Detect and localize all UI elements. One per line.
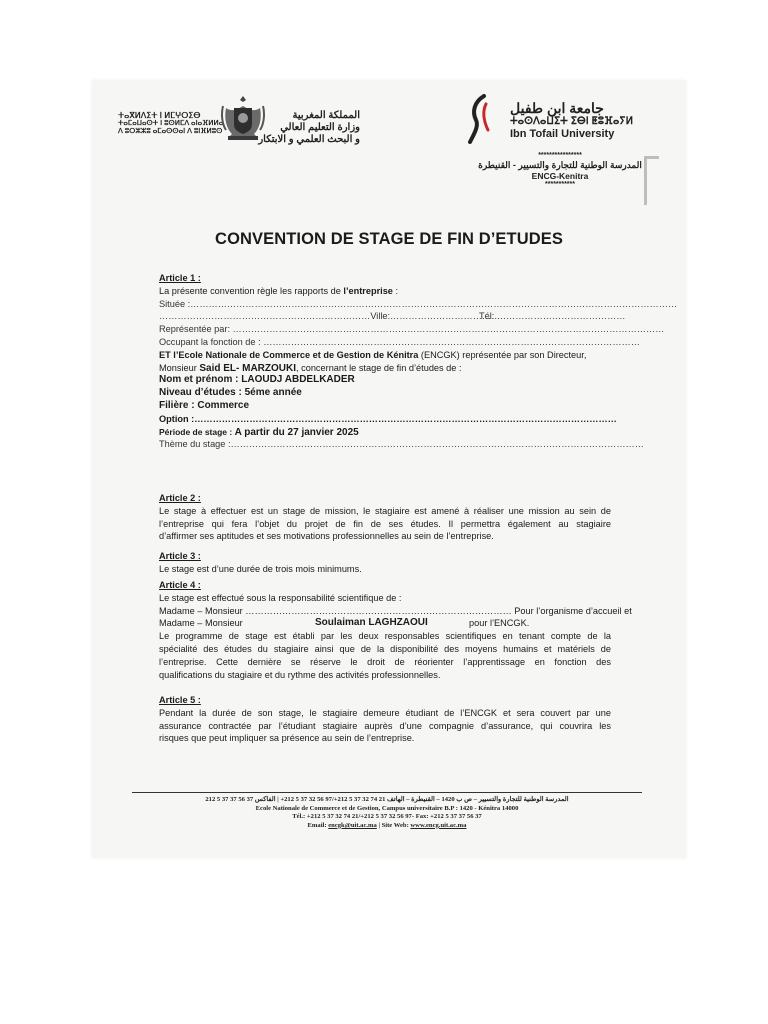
article-5-line-3: risques que peut impliquer sa présence au sein de l’entreprise. — [159, 733, 415, 744]
footer — [132, 792, 642, 830]
article-5-heading: Article 5 : — [159, 695, 201, 705]
university-arabic-name: جامعة ابن طفيل — [510, 100, 604, 116]
article-3 — [159, 550, 611, 576]
periode-label: Période de stage : — [159, 426, 235, 437]
article-4-line-1: Le programme de stage est établi par les deux responsables scientifiques en tenant compte de la — [159, 631, 611, 642]
footer-address-line: Ecole Nationale de Commerce et de Gestion, Campus universitaire B.P : 1420 - Kénitra 14000 — [255, 804, 519, 812]
ville-tel-field — [159, 310, 626, 323]
article-4-line-3: l’entreprise. Cette dernière se réserve le droit de réorienter l’apprentissage en fonction des — [159, 656, 611, 667]
email-label: Email: — [307, 821, 329, 829]
directeur-suffix: , concernant le stage de fin d’études de : — [296, 362, 462, 373]
article-1 — [159, 272, 678, 451]
nom-label: Nom et prénom : — [159, 374, 242, 386]
occupant-field: Occupant la fonction de : …………………………………………………………………………………………………………… — [159, 336, 640, 347]
footer-arabic-line: المدرسة الوطنية للتجارة والتسيير – ص ب 1420 – القنيطرة – الهاتف 21 74 32 37 5 212+/97 56 32 37 5 212+ | الفاكس 37 56 37 37 5 212 — [205, 796, 569, 803]
article-2-line-1: Le stage à effectuer est un stage de mission, le stagiaire est amené à réaliser une mission au sein de — [159, 505, 611, 516]
niveau-field: Niveau d’études : 5éme année — [159, 387, 302, 399]
email-link[interactable]: encgk@uit.ac.ma — [328, 821, 377, 829]
madame-2-label: Madame – Monsieur — [159, 618, 243, 629]
website-link[interactable]: www.encg.uit.ac.ma — [410, 821, 467, 829]
article-1-intro-bold: l’entreprise — [343, 285, 393, 296]
directeur-line — [159, 362, 611, 375]
theme-field: Thème du stage :……………………………………………………………………………………………………………………… — [159, 439, 644, 450]
ministry-tifinagh-block — [118, 112, 223, 136]
encadrant-name: Soulaiman LAGHZAOUI — [315, 617, 428, 629]
article-1-intro — [159, 285, 611, 298]
school-arabic-name: المدرسة الوطنية للتجارة والتسيير - القنيطرة — [478, 160, 642, 170]
article-3-heading: Article 3 : — [159, 551, 201, 561]
decorative-corner-icon — [644, 156, 659, 205]
article-5 — [159, 694, 611, 745]
article-2-line-3: d’affirmer ses aptitudes et ses motivations professionnelles au sein de l’entreprise. — [159, 531, 494, 542]
article-2-heading: Article 2 : — [159, 493, 201, 503]
article-4-madame-1: Madame – Monsieur …………………………………………………………………………… Pour l’organisme d’accueil et — [159, 605, 632, 616]
document-title: CONVENTION DE STAGE DE FIN D’ETUDES — [215, 230, 563, 248]
ministry-arabic-line-2: وزارة التعليم العالي — [280, 122, 360, 133]
nom-value: LAOUDJ ABDELKADER — [241, 374, 355, 386]
article-1-intro-text: La présente convention règle les rapports de — [159, 285, 344, 296]
ministry-arabic-block — [258, 110, 360, 146]
document-page — [92, 80, 686, 858]
site-label: | Site Web: — [376, 821, 411, 829]
ibn-tofail-logo-icon — [466, 94, 494, 146]
stars-separator-2: *********** — [545, 181, 575, 188]
periode-value: A partir du 27 janvier 2025 — [234, 426, 359, 438]
article-4-intro: Le stage est effectué sous la responsabilité scientifique de : — [159, 592, 402, 603]
article-2-line-2: l’entreprise qui fera l’objet du projet de fin de ses études. Il permettra également au stagiaire — [159, 518, 611, 529]
article-3-text: Le stage est d’une durée de trois mois minimums. — [159, 563, 362, 574]
ecole-bold: ET l’Ecole Nationale de Commerce et de Gestion de Kénitra — [159, 349, 419, 360]
representee-field: Représentée par: …………………………………………………………………………………………………………………………… — [159, 324, 665, 335]
university-name: Ibn Tofail University — [510, 128, 615, 140]
madame-2-suffix: pour l’ENCGK. — [469, 618, 530, 629]
directeur-prefix: Monsieur — [159, 362, 200, 373]
situee-field: Située :…………………………………………………………………………………………………………………………………………… — [159, 298, 678, 309]
article-1-intro-end: : — [392, 285, 399, 296]
option-field: Option :………………………………………………………………………………………………………………………… — [159, 413, 617, 424]
ministry-arabic-line-3: و البحث العلمي و الابتكار — [258, 134, 360, 145]
ministry-tifinagh-line-1: ⵜⴰⴳⵍⴷⵉⵜ ⵏ ⵍⵎⵖⵔⵉⴱ — [118, 111, 201, 120]
ministry-tifinagh-line-2: ⵜⴰⵎⴰⵡⴰⵙⵜ ⵏ ⵓⵙⵍⵎⴷ ⴰⵏⴰⴼⵍⵍⴰ — [118, 120, 224, 127]
filiere-field: Filière : Commerce — [159, 399, 250, 411]
article-4-line-4: qualifications du stagiaire et du rythme des activités professionnelles. — [159, 669, 441, 680]
ecole-line — [159, 349, 611, 362]
article-1-heading: Article 1 : — [159, 273, 201, 283]
article-4-heading: Article 4 : — [159, 580, 201, 590]
nom-prenom-field — [159, 374, 611, 387]
tel-field: Tél: …………………………………… — [479, 311, 626, 322]
article-2 — [159, 492, 611, 543]
article-5-line-1: Pendant la durée de son stage, le stagiaire demeure étudiant de l’ENCGK et sera couvert par une — [159, 707, 611, 718]
ministry-arabic-line-1: المملكة المغربية — [292, 110, 360, 121]
article-4-madame-2 — [159, 617, 611, 630]
article-4 — [159, 579, 632, 681]
university-tifinagh-name: ⵜⴰⵙⴷⴰⵡⵉⵜ ⵉⴱⵏ ⵟⵓⴼⴰⵢⵍ — [510, 116, 634, 127]
ecole-rest: (ENCGK) représentée par son Directeur, — [418, 349, 587, 360]
school-block — [472, 152, 648, 189]
university-block — [510, 100, 658, 141]
footer-phone-line: Tél.: +212 5 37 32 74 21/+212 5 37 32 56 97- Fax: +212 5 37 37 56 37 — [292, 813, 482, 821]
ministry-tifinagh-line-3: ⴷ ⵓⵔⵣⵣⵓ ⴰⵎⴰⵙⵙⴰⵏ ⴷ ⵓⵏⴼⵍⵓⵙ — [118, 128, 223, 135]
article-5-line-2: assurance contractée par l’étudiant stagiaire auprès d’une compagnie d’assurance, qui couvrira les — [159, 720, 611, 731]
stars-separator-1: **************** — [538, 152, 582, 159]
footer-contact-line — [132, 822, 642, 831]
article-4-line-2: spécialité des études du stagiaire ainsi que de la disponibilité des moyens humains et matériels de — [159, 643, 611, 654]
ville-field: ……………………………………………………………Ville:……………………………… — [159, 311, 501, 322]
school-name: ENCG-Kenitra — [531, 171, 589, 181]
periode-field — [159, 426, 611, 439]
directeur-name: Said EL- MARZOUKI — [199, 362, 297, 374]
